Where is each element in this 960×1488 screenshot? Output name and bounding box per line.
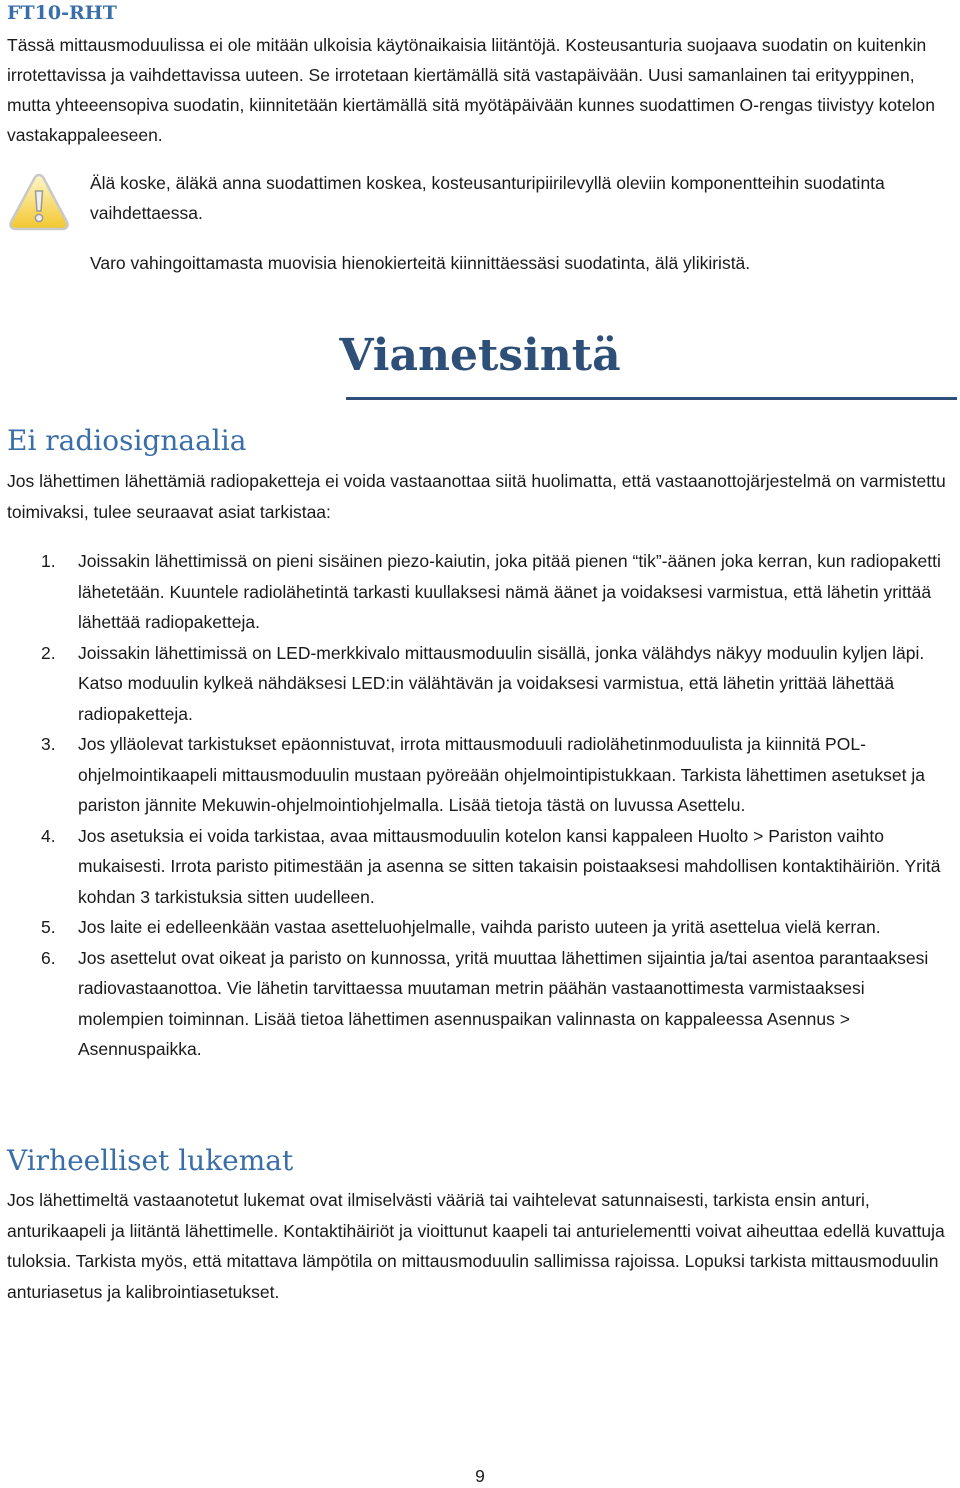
list-item	[7, 821, 952, 913]
list-item-number: 1.	[41, 551, 56, 571]
list-item	[7, 638, 952, 730]
list-item	[7, 729, 952, 821]
list-item	[7, 943, 952, 1065]
heading-no-signal: Ei radiosignaalia	[7, 424, 247, 457]
bad-readings-paragraph	[7, 1185, 952, 1307]
warning-triangle-icon	[8, 172, 70, 232]
list-item-text: Jos asetuksia ei voida tarkistaa, avaa mittausmoduulin kotelon kansi kappaleen Huolto > Pariston vaihto mukaisesti. Irrota paristo pitimestään ja asenna se sitten takaisin poistaaksesi mahdollisen kontaktihäiriön. Yritä kohdan 3 tarkistuksia sitten uudelleen.	[78, 825, 941, 907]
list-item-text: Jos laite ei edelleenkään vastaa asetteluohjelmalle, vaihda paristo uuteen ja yritä asettelua vielä kerran.	[78, 917, 881, 937]
intro-text: Tässä mittausmoduulissa ei ole mitään ulkoisia käytönaikaisia liitäntöjä. Kosteusanturia suojaava suodatin on kuitenkin irrotettavissa ja vaihdettavissa uuteen. Se irrotetaan kiertämällä sitä vastapäivään. Uusi samanlainen tai erityyppinen, mutta yhteeensopiva suodatin, kiinnitetään kiertämällä sitä myötäpäivään kunnes suodattimen O-rengas tiivistyy kotelon vastakappaleeseen.	[7, 35, 936, 145]
list-item-text: Joissakin lähettimissä on pieni sisäinen piezo-kaiutin, joka pitää pienen “tik”-äänen joka kerran, kun radiopaketti lähetetään. Kuuntele radiolähetintä tarkasti kuullaksesi nämä äänet ja voidaksesi varmistua, että lähetin yrittää lähettää radiopaketteja.	[78, 551, 941, 632]
troubleshooting-steps	[7, 546, 952, 1065]
page-number: 9	[475, 1466, 485, 1486]
list-item-number: 4.	[41, 825, 56, 846]
list-item-number: 6.	[41, 947, 56, 968]
warning-text-2: Varo vahingoittamasta muovisia hienokierteitä kiinnittäessäsi suodatinta, älä ylikiristä.	[90, 253, 751, 273]
list-item	[7, 912, 952, 943]
section-title: Vianetsintä	[339, 330, 621, 381]
warning-text-1: Älä koske, äläkä anna suodattimen koskea, kosteusanturipiirilevyllä oleviin komponentteihin suodatinta vaihdettaessa.	[90, 173, 885, 223]
intro-paragraph	[7, 30, 952, 150]
warning-notes	[90, 168, 950, 278]
list-item-text: Jos asettelut ovat oikeat ja paristo on kunnossa, yritä muuttaa lähettimen sijaintia ja/tai asentoa parantaaksesi radiovastaanottoa. Vie lähetin tarvittaessa muutaman metrin päähän vastaanottimesta varmistaaksesi molempien toiminnan. Lisää tietoa lähettimen asennuspaikan valinnasta on kappaleessa Asennus > Asennuspaikka.	[78, 947, 929, 1059]
product-title: FT10-RHT	[7, 2, 117, 24]
heading-bad-readings: Virheelliset lukemat	[7, 1144, 294, 1177]
section-title-rule	[346, 397, 957, 400]
list-item-number: 2.	[41, 642, 56, 663]
list-item-number: 5.	[41, 917, 56, 937]
list-item-text: Joissakin lähettimissä on LED-merkkivalo mittausmoduulin sisällä, jonka välähdys näkyy moduulin kyljen läpi. Katso moduulin kylkeä nähdäksesi LED:in välähtävän ja voidaksesi varmistua, että lähetin yrittää lähettää radiopaketteja.	[78, 642, 925, 724]
list-item	[7, 546, 952, 638]
bad-readings-text: Jos lähettimeltä vastaanotetut lukemat ovat ilmiselvästi vääriä tai vaihtelevat satunnaisesti, tarkista ensin anturi, anturikaapeli ja liitäntä lähettimelle. Kontaktihäiriöt ja vioittunut kaapeli tai anturielementti voivat aiheuttaa edellä kuvattuja tuloksia. Tarkista myös, että mitattava lämpötila on mittausmoduulin sallimissa rajoissa. Lopuksi tarkista mittausmoduulin anturiasetus ja kalibrointiasetukset.	[7, 1190, 945, 1302]
no-signal-intro	[7, 466, 952, 527]
no-signal-intro-text: Jos lähettimen lähettämiä radiopaketteja ei voida vastaanottaa siitä huolimatta, että vastaanottojärjestelmä on varmistettu toimivaksi, tulee seuraavat asiat tarkistaa:	[7, 471, 946, 522]
list-item-number: 3.	[41, 734, 56, 754]
list-item-text: Jos ylläolevat tarkistukset epäonnistuvat, irrota mittausmoduuli radiolähetinmoduulista ja kiinnitä POL-ohjelmointikaapeli mittausmoduulin mustaan pyöreään ohjelmointipistukkaan. Tarkista lähettimen asetukset ja pariston jännite Mekuwin-ohjelmointiohjelmalla. Lisää tietoja tästä on luvussa Asettelu.	[78, 734, 925, 815]
